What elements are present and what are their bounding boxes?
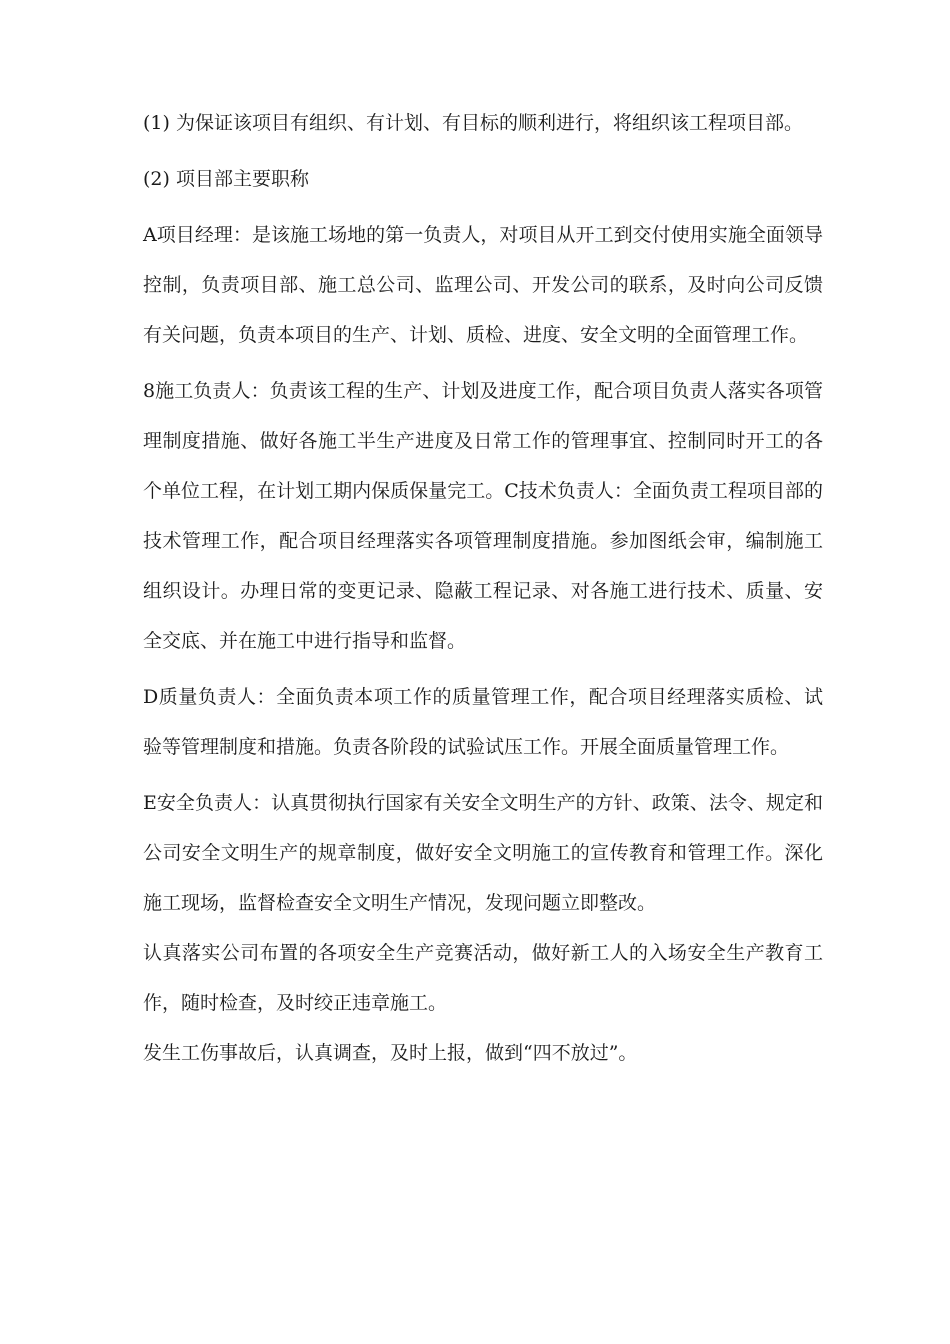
paragraph-3: A项目经理：是该施工场地的第一负责人，对项目从开工到交付使用实施全面领导控制，负责项目部、施工总公司、监理公司、开发公司的联系，及时向公司反馈有关问题，负责本项目的生产、计划、质检、进度、安全文明的全面管理工作。 — [143, 224, 823, 346]
paragraph-8: 发生工伤事故后，认真调查，及时上报，做到“四不放过”。 — [143, 1042, 638, 1064]
paragraph-6: E安全负责人：认真贯彻执行国家有关安全文明生产的方针、政策、法令、规定和公司安全文明生产的规章制度，做好安全文明施工的宣传教育和管理工作。深化施工现场，监督检查安全文明生产情况，发现问题立即整改。 — [143, 792, 823, 914]
paragraph-4: 8施工负责人：负责该工程的生产、计划及进度工作，配合项目负责人落实各项管理制度措施、做好各施工半生产进度及日常工作的管理事宜、控制同时开工的各个单位工程，在计划工期内保质保量完工。C技术负责人：全面负责工程项目部的技术管理工作，配合项目经理落实各项管理制度措施。参加图纸会审，编制施工组织设计。办理日常的变更记录、隐蔽工程记录、对各施工进行技术、质量、安全交底、并在施工中进行指导和监督。 — [143, 380, 823, 652]
paragraph-7: 认真落实公司布置的各项安全生产竞赛活动，做好新工人的入场安全生产教育工作，随时检查，及时绞正违章施工。 — [143, 942, 823, 1014]
document-body — [143, 98, 823, 1078]
paragraph-1: (1) 为保证该项目有组织、有计划、有目标的顺利进行，将组织该工程项目部。 — [143, 112, 803, 134]
paragraph-2: (2) 项目部主要职称 — [143, 168, 309, 190]
paragraph-5: D质量负责人：全面负责本项工作的质量管理工作，配合项目经理落实质检、试验等管理制度和措施。负责各阶段的试验试压工作。开展全面质量管理工作。 — [143, 686, 823, 758]
